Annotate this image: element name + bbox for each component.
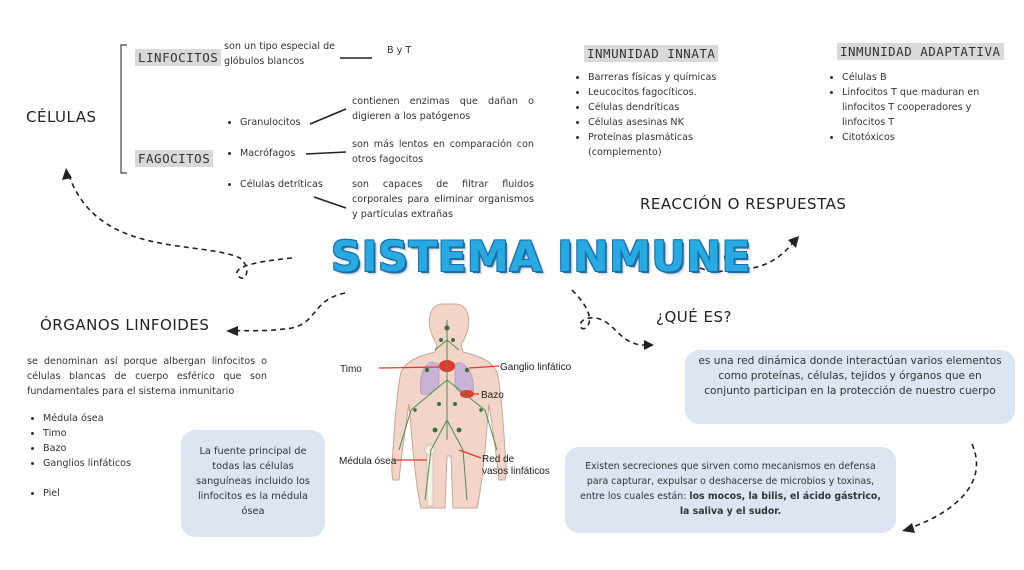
label-red-line1: Red de <box>482 454 515 465</box>
adaptativa-item: • Linfocitos T que maduran en linfocitos T cooperadores y linfocitos T <box>842 85 1002 130</box>
label-bazo: Bazo <box>481 390 504 401</box>
arrow-to-secretions <box>910 444 977 528</box>
definition-text: es una red dinámica donde interactúan varios elementos como proteínas, células, tejidos y órganos que en conjunto participan en la protección de nuestro cuerpo <box>698 355 1002 397</box>
organos-heading: ÓRGANOS LINFOIDES <box>40 316 210 334</box>
innata-heading: INMUNIDAD INNATA <box>584 45 718 62</box>
innata-item: • Barreras físicas y químicas <box>588 70 758 85</box>
secretions-box <box>565 447 896 533</box>
fagocito-item: • Macrófagos <box>240 146 350 161</box>
organo-item: • Bazo <box>43 441 163 456</box>
organo-item: • Piel <box>43 486 163 501</box>
innata-item: • Células dendríticas <box>588 100 758 115</box>
linfocitos-types: B y T <box>387 45 412 56</box>
definition-box <box>685 350 1015 424</box>
innata-item: • Proteínas plasmáticas (complemento) <box>588 130 758 160</box>
label-ganglio: Ganglio linfático <box>500 362 572 373</box>
lymphatic-figure <box>335 300 595 510</box>
secretions-intro: Existen secreciones que sirven como mecanismos en defensa para capturar, expulsar o deshacerse de microbios y toxinas, entre los cuales están: <box>580 461 876 502</box>
medula-note-box <box>181 430 325 537</box>
arrow-to-celulas <box>70 178 292 278</box>
main-title: SISTEMA INMUNE <box>331 232 751 281</box>
celulas-heading: CÉLULAS <box>26 108 97 126</box>
label-timo: Timo <box>340 364 362 375</box>
linfocitos-label: LINFOCITOS <box>135 49 221 66</box>
secretions-list: los mocos, la bilis, el ácido gástrico, la saliva y el sudor. <box>679 491 881 517</box>
label-red-line2: vasos linfáticos <box>482 466 550 477</box>
innata-item: • Células asesinas NK <box>588 115 758 130</box>
adaptativa-list <box>828 70 1002 145</box>
arrow-to-organos <box>232 293 345 331</box>
fagocitos-list <box>226 115 350 192</box>
spleen-organ <box>460 390 474 398</box>
detriticas-connector <box>314 197 346 208</box>
linfocitos-desc: son un tipo especial de glóbulos blancos <box>224 41 336 67</box>
organos-desc: se denominan así porque albergan linfocitos o células blancas de cuerpo esférico que son fundamentales para el sistema inmunitario <box>27 356 267 397</box>
label-medula: Médula ósea <box>339 456 397 467</box>
organo-item: • Médula ósea <box>43 411 163 426</box>
fagocito-item: • Granulocitos <box>240 115 350 130</box>
body-silhouette <box>392 304 506 508</box>
innata-item: • Leucocitos fagocíticos. <box>588 85 758 100</box>
adaptativa-heading: INMUNIDAD ADAPTATIVA <box>837 43 1004 60</box>
organo-item: • Timo <box>43 426 163 441</box>
reaccion-heading: REACCIÓN O RESPUESTAS <box>640 195 847 213</box>
fagocito-item: • Células detríticas <box>240 177 350 192</box>
organos-list <box>29 411 163 501</box>
adaptativa-item: • Citotóxicos <box>842 130 1002 145</box>
que-es-heading: ¿QUÉ ES? <box>656 308 732 326</box>
granulocitos-desc: contienen enzimas que dañan o digieren a los patógenos <box>352 96 534 122</box>
organo-item: • Ganglios linfáticos <box>43 456 163 471</box>
medula-note-text: La fuente principal de todas las células sanguíneas incluido los linfocitos es la médula ósea <box>195 446 311 517</box>
fagocitos-label: FAGOCITOS <box>135 150 213 167</box>
innata-list <box>574 70 758 160</box>
detriticas-desc: son capaces de filtrar fluidos corporales para eliminar organismos y partículas extrañas <box>352 179 534 220</box>
celulas-bracket <box>121 45 127 173</box>
macrofagos-desc: son más lentos en comparación con otros fagocitos <box>352 139 534 165</box>
adaptativa-item: • Células B <box>842 70 1002 85</box>
